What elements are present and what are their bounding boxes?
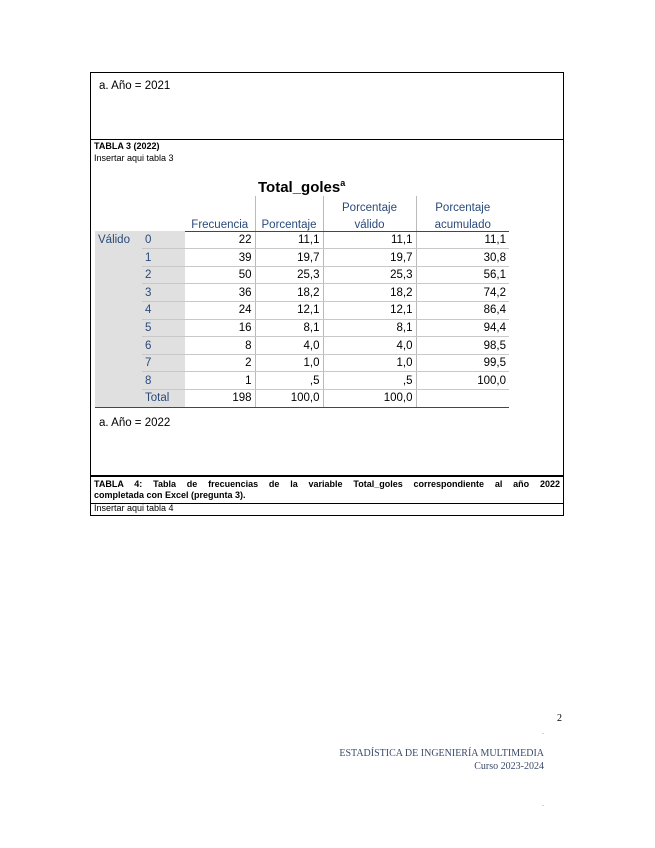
group-label-cell (95, 319, 142, 337)
header-porcentaje: Porcentaje (255, 214, 323, 232)
header-porcentaje-valido: válido (323, 214, 416, 232)
group-label-cell (95, 249, 142, 267)
cell-porcentaje: 100,0 (255, 390, 323, 408)
cell-porcentaje-acumulado: 74,2 (416, 284, 509, 302)
tabla-3-caption: TABLA 3 (2022) (94, 141, 160, 151)
row-label: 8 (142, 372, 185, 390)
cell-porcentaje: 8,1 (255, 319, 323, 337)
cell-porcentaje-acumulado: 11,1 (416, 231, 509, 249)
cell-porcentaje-acumulado: 30,8 (416, 249, 509, 267)
cell-porcentaje-valido: 25,3 (323, 266, 416, 284)
table-row (95, 231, 509, 249)
cell-porcentaje-acumulado: 56,1 (416, 266, 509, 284)
row-label: 3 (142, 284, 185, 302)
cell-porcentaje-valido: 11,1 (323, 231, 416, 249)
tabla-4-caption-line-2: completada con Excel (pregunta 3). (94, 490, 246, 500)
header-frecuencia-top (185, 196, 255, 214)
cell-porcentaje-valido: ,5 (323, 372, 416, 390)
table-row (95, 372, 509, 390)
row-label: 6 (142, 337, 185, 355)
group-label-cell (95, 372, 142, 390)
cell-porcentaje-valido: 100,0 (323, 390, 416, 408)
table-row (95, 337, 509, 355)
cell-porcentaje: ,5 (255, 372, 323, 390)
group-label-cell: Válido (95, 231, 142, 249)
divider-dot-bottom: . (542, 799, 545, 808)
cell-frecuencia: 198 (185, 390, 255, 408)
divider-dot: . (542, 727, 545, 736)
table-row (95, 249, 509, 267)
cell-porcentaje-acumulado: 98,5 (416, 337, 509, 355)
group-label-cell (95, 302, 142, 320)
cell-porcentaje-valido: 19,7 (323, 249, 416, 267)
group-label-cell (95, 354, 142, 372)
cell-porcentaje-valido: 4,0 (323, 337, 416, 355)
cell-porcentaje-valido: 8,1 (323, 319, 416, 337)
page-number: 2 (557, 713, 562, 724)
header-porcentaje-valido-top: Porcentaje (323, 196, 416, 214)
cell-frecuencia: 1 (185, 372, 255, 390)
table-row (95, 302, 509, 320)
table-header-row-1 (95, 196, 509, 214)
cell-porcentaje: 1,0 (255, 354, 323, 372)
header-porcentaje-acumulado-top: Porcentaje (435, 201, 491, 214)
table-row (95, 319, 509, 337)
table-row (95, 266, 509, 284)
tabla-4-caption-line-1: TABLA 4: Tabla de frecuencias de la variable Total_goles correspondiente al año 2022 (94, 479, 560, 489)
table-header-row-2 (95, 214, 509, 232)
cell-frecuencia: 8 (185, 337, 255, 355)
table-title: Total_goles$^a$ (258, 178, 346, 196)
cell-porcentaje: 11,1 (255, 231, 323, 249)
row-label: 4 (142, 302, 185, 320)
group-label-cell (95, 337, 142, 355)
cell-porcentaje-acumulado: 86,4 (416, 302, 509, 320)
cell-porcentaje: 18,2 (255, 284, 323, 302)
cell-frecuencia: 24 (185, 302, 255, 320)
cell-frecuencia: 39 (185, 249, 255, 267)
row-label: 5 (142, 319, 185, 337)
cell-frecuencia: 2 (185, 354, 255, 372)
group-label-cell (95, 284, 142, 302)
cell-porcentaje: 12,1 (255, 302, 323, 320)
tabla-3-instruction: Insertar aqui tabla 3 (94, 153, 174, 163)
group-label-cell (95, 266, 142, 284)
cell-frecuencia: 16 (185, 319, 255, 337)
cell-porcentaje-valido: 18,2 (323, 284, 416, 302)
row-label: Total (142, 390, 185, 408)
cell-porcentaje-valido: 1,0 (323, 354, 416, 372)
table-row (95, 284, 509, 302)
table-row (95, 390, 509, 408)
cell-frecuencia: 50 (185, 266, 255, 284)
cell-frecuencia: 36 (185, 284, 255, 302)
cell-porcentaje-acumulado (416, 390, 509, 408)
row-label: 1 (142, 249, 185, 267)
cell-porcentaje: 4,0 (255, 337, 323, 355)
cell-porcentaje-acumulado: 99,5 (416, 354, 509, 372)
tabla-4-instruction: Insertar aqui tabla 4 (94, 503, 174, 513)
footer-course: Curso 2023-2024 (474, 761, 544, 772)
header-porcentaje-top (255, 196, 323, 214)
group-label-cell (95, 390, 142, 408)
cell-porcentaje: 25,3 (255, 266, 323, 284)
footnote-2022: a. Año = 2022 (99, 417, 171, 429)
cell-porcentaje-acumulado: 94,4 (416, 319, 509, 337)
footnote-2021: a. Año = 2021 (99, 80, 171, 92)
row-label: 0 (142, 231, 185, 249)
header-porcentaje-acumulado: acumulado (416, 214, 509, 232)
cell-porcentaje: 19,7 (255, 249, 323, 267)
footer-title: ESTADÍSTICA DE INGENIERÍA MULTIMEDIA (339, 748, 544, 759)
row-label: 2 (142, 266, 185, 284)
cell-porcentaje-acumulado: 100,0 (416, 372, 509, 390)
row-label: 7 (142, 354, 185, 372)
cell-porcentaje-valido: 12,1 (323, 302, 416, 320)
header-frecuencia: Frecuencia (185, 214, 255, 232)
frequency-table (95, 196, 509, 408)
cell-frecuencia: 22 (185, 231, 255, 249)
table-row (95, 354, 509, 372)
